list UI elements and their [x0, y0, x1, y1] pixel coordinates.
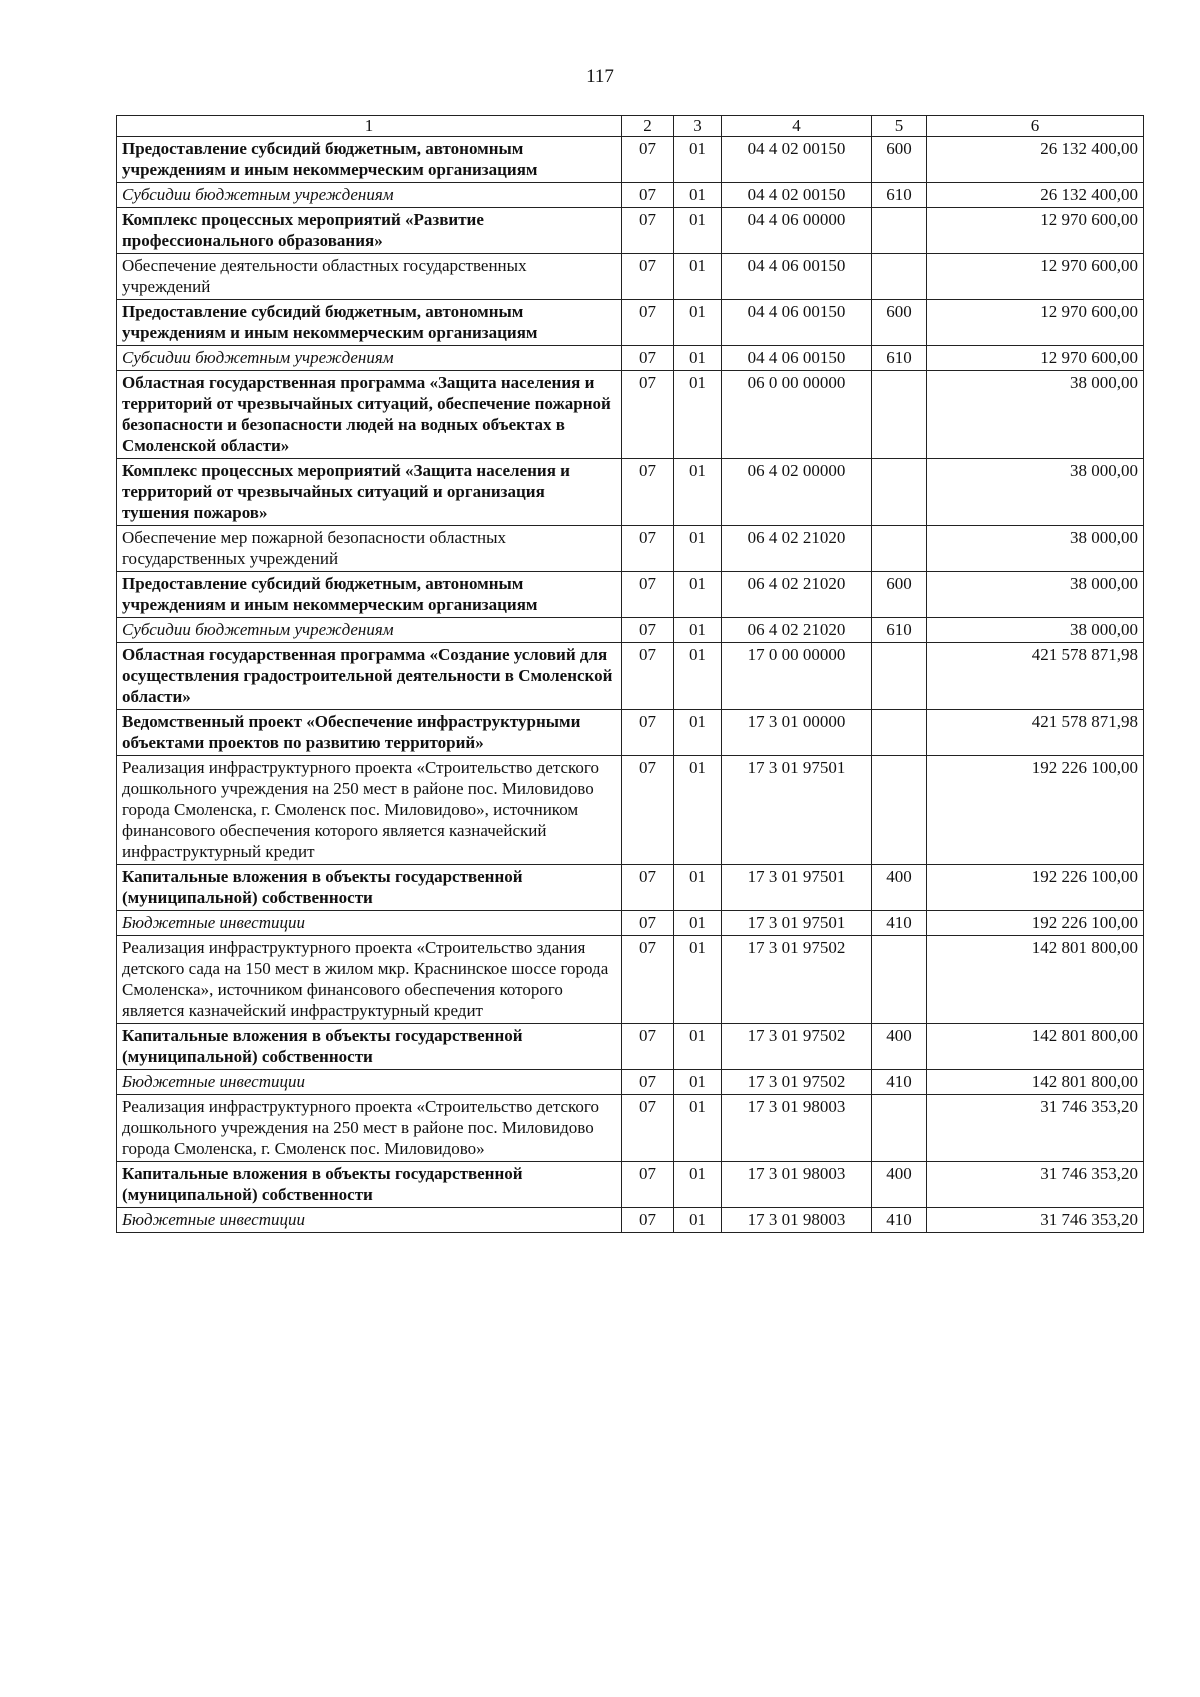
cell-amount: 192 226 100,00	[927, 911, 1144, 936]
cell-subsection: 01	[674, 1095, 722, 1162]
cell-target-code: 17 3 01 97501	[722, 911, 872, 936]
cell-subsection: 01	[674, 911, 722, 936]
cell-name: Предоставление субсидий бюджетным, автономным учреждениям и иным некоммерческим организациям	[117, 137, 622, 183]
cell-expense-type: 610	[872, 346, 927, 371]
cell-name: Бюджетные инвестиции	[117, 1208, 622, 1233]
table-row	[117, 936, 1144, 1024]
cell-expense-type: 410	[872, 1208, 927, 1233]
table-row	[117, 371, 1144, 459]
cell-name: Ведомственный проект «Обеспечение инфраструктурными объектами проектов по развитию территорий»	[117, 710, 622, 756]
cell-target-code: 06 0 00 00000	[722, 371, 872, 459]
cell-amount: 31 746 353,20	[927, 1095, 1144, 1162]
cell-amount: 38 000,00	[927, 459, 1144, 526]
cell-section: 07	[622, 936, 674, 1024]
cell-expense-type: 610	[872, 618, 927, 643]
table-row	[117, 572, 1144, 618]
table-row	[117, 526, 1144, 572]
cell-section: 07	[622, 572, 674, 618]
cell-name: Реализация инфраструктурного проекта «Строительство детского дошкольного учреждения на 250 мест в районе пос. Миловидово города Смоленска, г. Смоленск пос. Миловидово», источником финансового обеспечения которого является казначейский инфраструктурный кредит	[117, 756, 622, 865]
cell-amount: 192 226 100,00	[927, 756, 1144, 865]
cell-target-code: 17 3 01 97502	[722, 1024, 872, 1070]
cell-amount: 421 578 871,98	[927, 710, 1144, 756]
cell-section: 07	[622, 371, 674, 459]
cell-expense-type	[872, 459, 927, 526]
column-header: 6	[927, 116, 1144, 137]
table-row	[117, 1070, 1144, 1095]
cell-name: Комплекс процессных мероприятий «Развитие профессионального образования»	[117, 208, 622, 254]
cell-amount: 26 132 400,00	[927, 137, 1144, 183]
cell-target-code: 17 0 00 00000	[722, 643, 872, 710]
cell-target-code: 06 4 02 00000	[722, 459, 872, 526]
table-row	[117, 183, 1144, 208]
cell-amount: 38 000,00	[927, 572, 1144, 618]
table-row	[117, 346, 1144, 371]
cell-subsection: 01	[674, 346, 722, 371]
table-header-row	[117, 116, 1144, 137]
column-header: 4	[722, 116, 872, 137]
cell-amount: 12 970 600,00	[927, 208, 1144, 254]
table-row	[117, 459, 1144, 526]
cell-expense-type: 410	[872, 1070, 927, 1095]
cell-name: Субсидии бюджетным учреждениям	[117, 346, 622, 371]
cell-name: Бюджетные инвестиции	[117, 1070, 622, 1095]
cell-target-code: 17 3 01 97502	[722, 1070, 872, 1095]
cell-target-code: 04 4 02 00150	[722, 137, 872, 183]
cell-name: Капитальные вложения в объекты государственной (муниципальной) собственности	[117, 865, 622, 911]
cell-section: 07	[622, 1208, 674, 1233]
cell-amount: 12 970 600,00	[927, 254, 1144, 300]
cell-amount: 31 746 353,20	[927, 1162, 1144, 1208]
cell-target-code: 04 4 06 00150	[722, 346, 872, 371]
cell-name: Капитальные вложения в объекты государственной (муниципальной) собственности	[117, 1024, 622, 1070]
cell-expense-type	[872, 1095, 927, 1162]
table-row	[117, 1208, 1144, 1233]
cell-target-code: 06 4 02 21020	[722, 572, 872, 618]
cell-subsection: 01	[674, 1162, 722, 1208]
cell-name: Предоставление субсидий бюджетным, автономным учреждениям и иным некоммерческим организациям	[117, 300, 622, 346]
cell-expense-type	[872, 208, 927, 254]
table-row	[117, 300, 1144, 346]
cell-amount: 142 801 800,00	[927, 1070, 1144, 1095]
cell-target-code: 04 4 06 00000	[722, 208, 872, 254]
cell-name: Областная государственная программа «Защита населения и территорий от чрезвычайных ситуаций, обеспечение пожарной безопасности и безопасности людей на водных объектах в Смоленской области»	[117, 371, 622, 459]
cell-subsection: 01	[674, 618, 722, 643]
cell-name: Обеспечение деятельности областных государственных учреждений	[117, 254, 622, 300]
budget-table	[116, 115, 1144, 1233]
cell-subsection: 01	[674, 254, 722, 300]
table-row	[117, 254, 1144, 300]
cell-section: 07	[622, 254, 674, 300]
cell-amount: 12 970 600,00	[927, 346, 1144, 371]
cell-subsection: 01	[674, 1070, 722, 1095]
cell-section: 07	[622, 300, 674, 346]
cell-section: 07	[622, 208, 674, 254]
cell-expense-type	[872, 371, 927, 459]
cell-name: Субсидии бюджетным учреждениям	[117, 618, 622, 643]
cell-target-code: 04 4 06 00150	[722, 300, 872, 346]
cell-target-code: 17 3 01 97501	[722, 756, 872, 865]
cell-subsection: 01	[674, 865, 722, 911]
cell-expense-type	[872, 526, 927, 572]
cell-subsection: 01	[674, 526, 722, 572]
cell-name: Предоставление субсидий бюджетным, автономным учреждениям и иным некоммерческим организациям	[117, 572, 622, 618]
cell-target-code: 04 4 06 00150	[722, 254, 872, 300]
cell-amount: 142 801 800,00	[927, 936, 1144, 1024]
table-row	[117, 911, 1144, 936]
cell-amount: 38 000,00	[927, 618, 1144, 643]
cell-section: 07	[622, 1095, 674, 1162]
cell-name: Реализация инфраструктурного проекта «Строительство детского дошкольного учреждения на 250 мест в районе пос. Миловидово города Смоленска, г. Смоленск пос. Миловидово»	[117, 1095, 622, 1162]
table-row	[117, 756, 1144, 865]
cell-target-code: 17 3 01 97501	[722, 865, 872, 911]
cell-name: Реализация инфраструктурного проекта «Строительство здания детского сада на 150 мест в жилом мкр. Краснинское шоссе города Смоленска», источником финансового обеспечения которого является казначейский инфраструктурный кредит	[117, 936, 622, 1024]
cell-expense-type	[872, 936, 927, 1024]
cell-name: Областная государственная программа «Создание условий для осуществления градостроительной деятельности в Смоленской области»	[117, 643, 622, 710]
cell-subsection: 01	[674, 1024, 722, 1070]
cell-expense-type	[872, 254, 927, 300]
cell-expense-type: 600	[872, 300, 927, 346]
cell-target-code: 17 3 01 98003	[722, 1208, 872, 1233]
cell-expense-type: 600	[872, 137, 927, 183]
table-row	[117, 137, 1144, 183]
cell-section: 07	[622, 346, 674, 371]
cell-section: 07	[622, 1024, 674, 1070]
cell-name: Бюджетные инвестиции	[117, 911, 622, 936]
column-header: 1	[117, 116, 622, 137]
page-number: 117	[586, 66, 614, 87]
table-row	[117, 710, 1144, 756]
cell-amount: 38 000,00	[927, 526, 1144, 572]
cell-target-code: 06 4 02 21020	[722, 618, 872, 643]
cell-section: 07	[622, 643, 674, 710]
cell-target-code: 17 3 01 98003	[722, 1095, 872, 1162]
column-header: 3	[674, 116, 722, 137]
cell-subsection: 01	[674, 710, 722, 756]
table-row	[117, 208, 1144, 254]
cell-expense-type: 610	[872, 183, 927, 208]
cell-target-code: 06 4 02 21020	[722, 526, 872, 572]
table-row	[117, 643, 1144, 710]
cell-name: Субсидии бюджетным учреждениям	[117, 183, 622, 208]
table-body	[117, 137, 1144, 1233]
cell-subsection: 01	[674, 1208, 722, 1233]
cell-expense-type: 400	[872, 865, 927, 911]
cell-amount: 12 970 600,00	[927, 300, 1144, 346]
cell-target-code: 17 3 01 00000	[722, 710, 872, 756]
cell-expense-type: 410	[872, 911, 927, 936]
cell-subsection: 01	[674, 371, 722, 459]
cell-amount: 192 226 100,00	[927, 865, 1144, 911]
cell-subsection: 01	[674, 756, 722, 865]
cell-amount: 31 746 353,20	[927, 1208, 1144, 1233]
cell-name: Обеспечение мер пожарной безопасности областных государственных учреждений	[117, 526, 622, 572]
table-row	[117, 865, 1144, 911]
cell-section: 07	[622, 526, 674, 572]
cell-section: 07	[622, 1070, 674, 1095]
cell-expense-type	[872, 710, 927, 756]
table-row	[117, 1095, 1144, 1162]
cell-section: 07	[622, 1162, 674, 1208]
table-row	[117, 1024, 1144, 1070]
column-header: 2	[622, 116, 674, 137]
cell-target-code: 04 4 02 00150	[722, 183, 872, 208]
column-header: 5	[872, 116, 927, 137]
cell-section: 07	[622, 618, 674, 643]
cell-section: 07	[622, 865, 674, 911]
cell-expense-type	[872, 643, 927, 710]
cell-expense-type: 400	[872, 1162, 927, 1208]
cell-subsection: 01	[674, 137, 722, 183]
table-row	[117, 1162, 1144, 1208]
cell-name: Комплекс процессных мероприятий «Защита населения и территорий от чрезвычайных ситуаций и организация тушения пожаров»	[117, 459, 622, 526]
cell-section: 07	[622, 459, 674, 526]
cell-expense-type	[872, 756, 927, 865]
cell-target-code: 17 3 01 97502	[722, 936, 872, 1024]
cell-subsection: 01	[674, 643, 722, 710]
cell-section: 07	[622, 911, 674, 936]
cell-subsection: 01	[674, 183, 722, 208]
cell-amount: 38 000,00	[927, 371, 1144, 459]
cell-subsection: 01	[674, 208, 722, 254]
cell-amount: 142 801 800,00	[927, 1024, 1144, 1070]
cell-amount: 421 578 871,98	[927, 643, 1144, 710]
cell-section: 07	[622, 756, 674, 865]
cell-section: 07	[622, 710, 674, 756]
cell-name: Капитальные вложения в объекты государственной (муниципальной) собственности	[117, 1162, 622, 1208]
cell-expense-type: 600	[872, 572, 927, 618]
cell-subsection: 01	[674, 459, 722, 526]
cell-amount: 26 132 400,00	[927, 183, 1144, 208]
cell-subsection: 01	[674, 300, 722, 346]
cell-expense-type: 400	[872, 1024, 927, 1070]
cell-subsection: 01	[674, 572, 722, 618]
cell-section: 07	[622, 137, 674, 183]
cell-target-code: 17 3 01 98003	[722, 1162, 872, 1208]
table-row	[117, 618, 1144, 643]
cell-section: 07	[622, 183, 674, 208]
cell-subsection: 01	[674, 936, 722, 1024]
